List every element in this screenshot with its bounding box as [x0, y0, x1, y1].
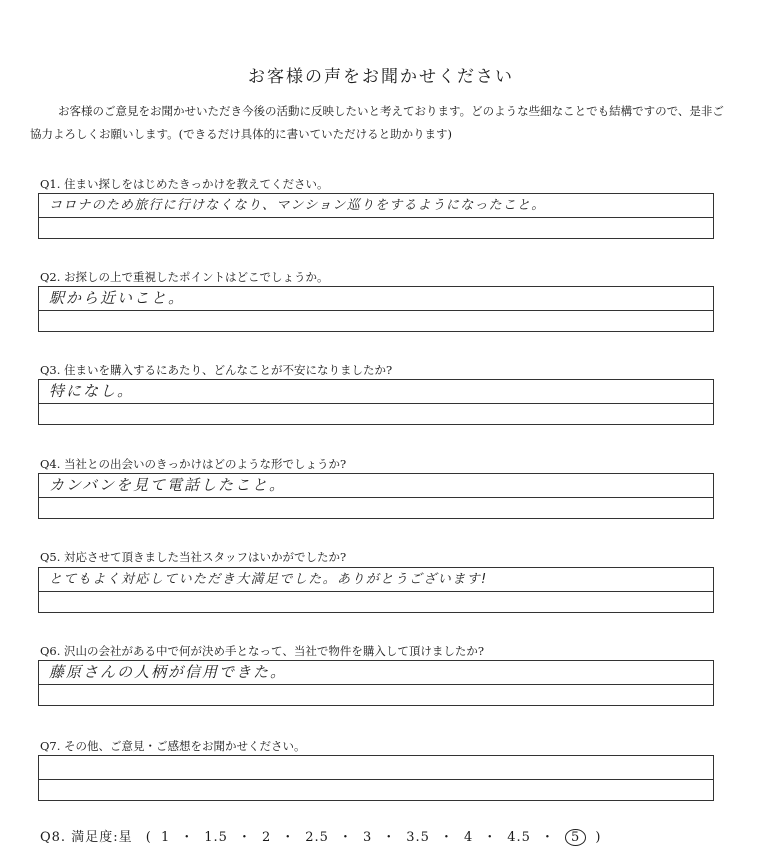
question-1-label: Q1. 住まい探しをはじめたきっかけを教えてください。	[40, 177, 329, 191]
page-title: お客様の声をお聞かせください	[248, 67, 514, 87]
rating-option-selected[interactable]: 5	[565, 829, 586, 846]
answer-3-box[interactable]	[38, 379, 714, 425]
answer-1-text: コロナのため旅行に行けなくなり、マンション巡りをするようになったこと。	[49, 198, 546, 213]
answer-5-text: とてもよく対応していただき大満足でした。ありがとうございます!	[49, 572, 488, 587]
rating-option[interactable]: 4.5	[507, 830, 531, 845]
intro-text: お客様のご意見をお聞かせいただき今後の活動に反映したいと考えております。どのような些細なことでも結構ですので、是非ご協力よろしくお願いします。(できるだけ具体的に書いていただけると助かります)	[30, 104, 724, 141]
answer-1-box[interactable]	[38, 193, 714, 239]
rating-option[interactable]: 1	[160, 830, 171, 845]
rating-separator: ・	[180, 830, 195, 845]
rating-option[interactable]: 3.5	[406, 830, 430, 845]
answer-4-text: カンバンを見て電話したこと。	[49, 476, 286, 494]
answer-4-box[interactable]	[38, 473, 714, 519]
rating-option[interactable]: 2	[261, 830, 272, 845]
answer-3-text: 特になし。	[49, 382, 135, 400]
rating-open-paren: (	[145, 830, 152, 845]
rating-separator: ・	[281, 830, 296, 845]
rating-label: Q8. 満足度:星	[40, 830, 133, 845]
answer-7-box[interactable]	[38, 755, 714, 801]
rating-option[interactable]: 1.5	[204, 830, 228, 845]
rating-options	[157, 830, 590, 845]
rating-separator: ・	[237, 830, 252, 845]
question-7-label: Q7. その他、ご意見・ご感想をお聞かせください。	[40, 739, 306, 753]
rating-separator: ・	[439, 830, 454, 845]
answer-6-text: 藤原さんの人柄が信用できた。	[49, 663, 288, 681]
rating-close-paren: )	[595, 830, 602, 845]
rating-separator: ・	[540, 830, 555, 845]
question-2-label: Q2. お探しの上で重視したポイントはどこでしょうか。	[40, 270, 329, 284]
rating-option[interactable]: 4	[463, 830, 474, 845]
satisfaction-rating	[40, 826, 601, 846]
answer-2-text: 駅から近いこと。	[49, 289, 186, 307]
question-4-label: Q4. 当社との出会いのきっかけはどのような形でしょうか?	[40, 457, 347, 471]
rating-separator: ・	[338, 830, 353, 845]
answer-5-box[interactable]	[38, 567, 714, 613]
rating-separator: ・	[382, 830, 397, 845]
answer-2-box[interactable]	[38, 286, 714, 332]
rating-option[interactable]: 2.5	[305, 830, 329, 845]
question-5-label: Q5. 対応させて頂きました当社スタッフはいかがでしたか?	[40, 550, 347, 564]
question-3-label: Q3. 住まいを購入するにあたり、どんなことが不安になりましたか?	[40, 363, 393, 377]
rating-option[interactable]: 3	[362, 830, 373, 845]
answer-6-box[interactable]	[38, 660, 714, 706]
question-6-label: Q6. 沢山の会社がある中で何が決め手となって、当社で物件を購入して頂けましたか?	[40, 644, 484, 658]
rating-separator: ・	[483, 830, 498, 845]
